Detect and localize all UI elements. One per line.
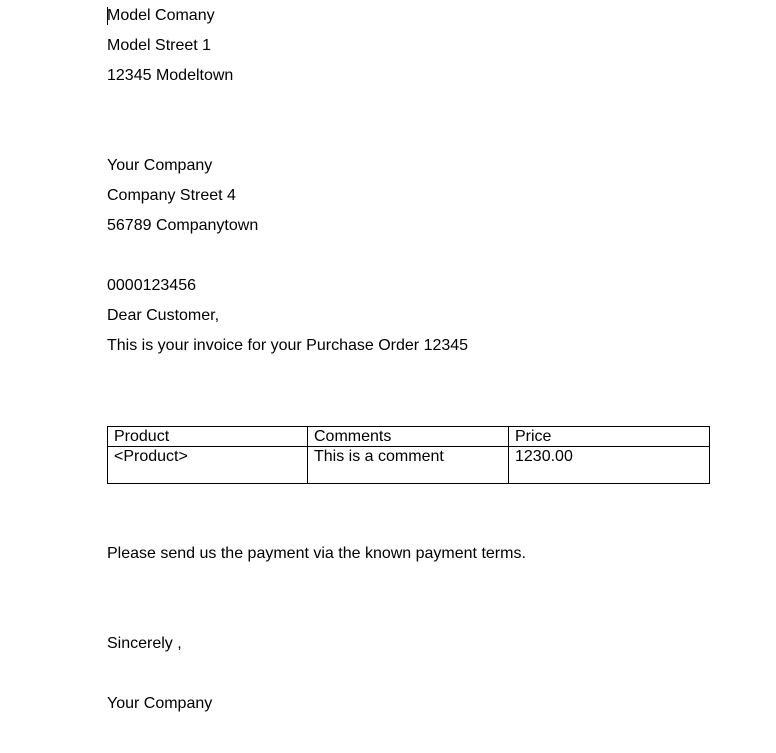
cell-comment: This is a comment xyxy=(308,447,509,484)
column-header-price: Price xyxy=(509,427,710,447)
table-header-row xyxy=(108,427,710,447)
payment-note: Please send us the payment via the known payment terms. xyxy=(107,545,526,562)
sender-name: Model Comany xyxy=(107,7,215,24)
signature: Your Company xyxy=(107,695,213,712)
invoice-table xyxy=(107,426,710,484)
recipient-street: Company Street 4 xyxy=(107,187,236,204)
closing: Sincerely , xyxy=(107,635,182,652)
salutation: Dear Customer, xyxy=(107,307,220,324)
cell-product: <Product> xyxy=(108,447,308,484)
cell-price: 1230.00 xyxy=(509,447,710,484)
recipient-city: 56789 Companytown xyxy=(107,217,259,234)
intro-text: This is your invoice for your Purchase Order 12345 xyxy=(107,337,469,354)
reference-number: 0000123456 xyxy=(107,277,196,294)
column-header-product: Product xyxy=(108,427,308,447)
column-header-comments: Comments xyxy=(308,427,509,447)
table-row xyxy=(108,447,710,484)
sender-city: 12345 Modeltown xyxy=(107,67,234,84)
sender-street: Model Street 1 xyxy=(107,37,212,54)
recipient-name: Your Company xyxy=(107,157,213,174)
